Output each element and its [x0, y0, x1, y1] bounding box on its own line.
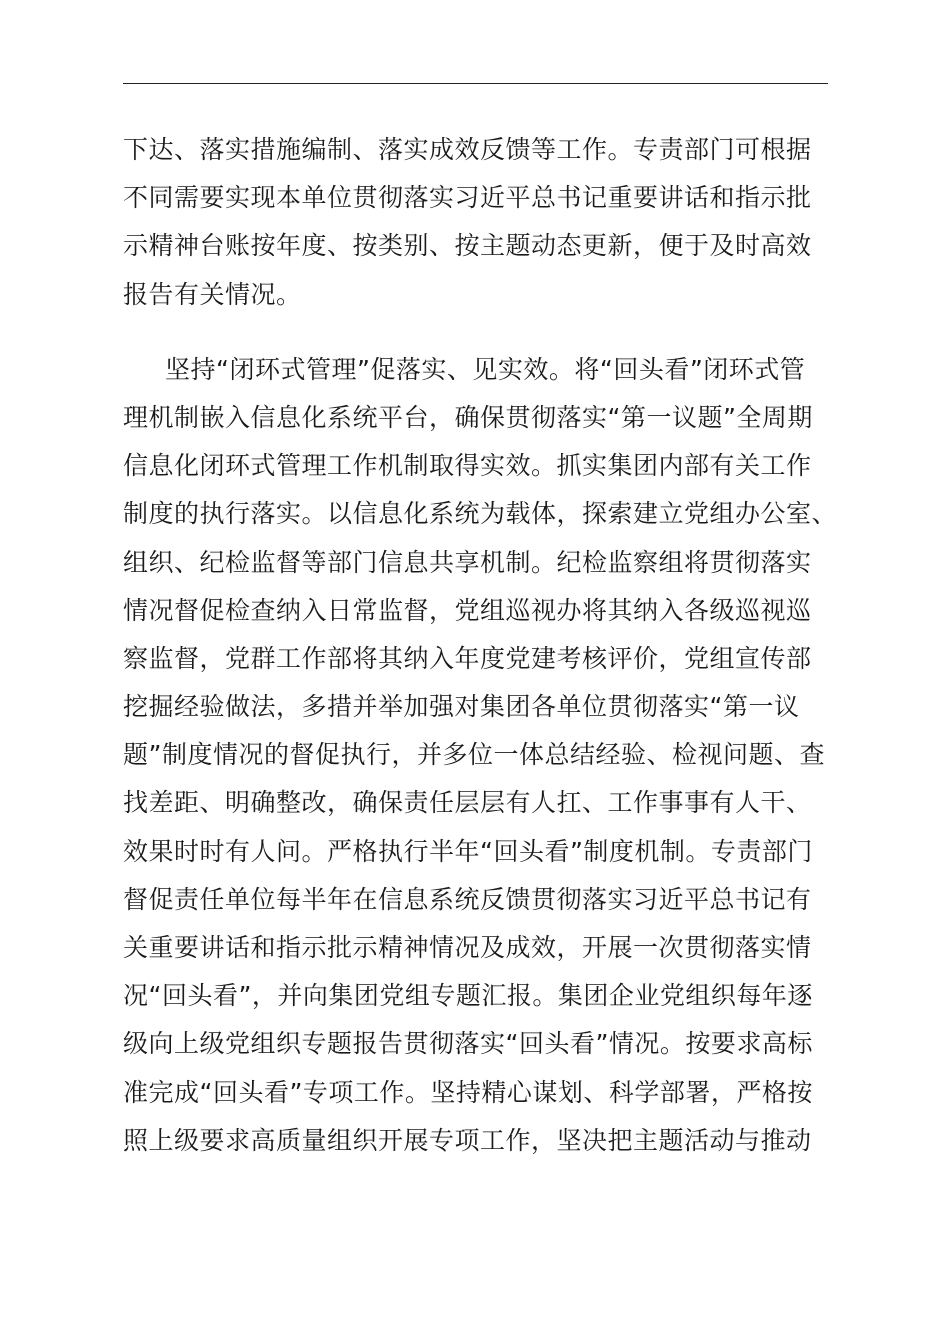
text-line: 坚持“闭环式管理”促落实、见实效。将“回头看”闭环式管: [165, 354, 806, 384]
text-line: 照上级要求高质量组织开展专项工作，坚决把主题活动与推动: [123, 1125, 812, 1155]
text-line: 报告有关情况。: [123, 279, 302, 309]
body-text: [123, 126, 838, 1165]
text-line: 级向上级党组织专题报告贯彻落实“回头看”情况。按要求高标: [123, 1029, 813, 1059]
text-line: 挖掘经验做法，多措并举加强对集团各单位贯彻落实“第一议: [123, 692, 800, 722]
text-line: 关重要讲话和指示批示精神情况及成效，开展一次贯彻落实情: [123, 933, 812, 962]
text-line: 督促责任单位每半年在信息系统反馈贯彻落实习近平总书记有: [123, 884, 812, 914]
text-line: 下达、落实措施编制、落实成效反馈等工作。专责部门可根据: [123, 135, 812, 164]
header-rule: [123, 83, 828, 84]
text-line: 况“回头看”，并向集团党组专题汇报。集团企业党组织每年逐: [123, 981, 813, 1011]
paragraph-gap: [123, 319, 828, 346]
text-line: 组织、纪检监督等部门信息共享机制。纪检监察组将贯彻落实: [123, 547, 812, 577]
text-line: 找差距、明确整改，确保责任层层有人扛、工作事事有人干、: [123, 788, 812, 818]
text-line: 理机制嵌入信息化系统平台，确保贯彻落实“第一议题”全周期: [123, 402, 813, 432]
text-line: 察监督，党群工作部将其纳入年度党建考核评价，党组宣传部: [123, 643, 812, 673]
paragraph-1: [123, 126, 828, 319]
text-line: 制度的执行落实。以信息化系统为载体，探索建立党组办公室、: [123, 499, 838, 529]
paragraph-2: [123, 346, 838, 1165]
text-line: 情况督促检查纳入日常监督，党组巡视办将其纳入各级巡视巡: [123, 595, 812, 625]
text-line: 题”制度情况的督促执行，并多位一体总结经验、检视问题、查: [123, 740, 825, 770]
text-line: 示精神台账按年度、按类别、按主题动态更新，便于及时高效: [123, 231, 812, 261]
text-line: 准完成“回头看”专项工作。坚持精心谋划、科学部署，严格按: [123, 1077, 813, 1107]
text-line: 信息化闭环式管理工作机制取得实效。抓实集团内部有关工作: [123, 451, 812, 481]
text-line: 效果时时有人问。严格执行半年“回头看”制度机制。专责部门: [123, 836, 813, 866]
text-line: 不同需要实现本单位贯彻落实习近平总书记重要讲话和指示批: [123, 183, 812, 213]
